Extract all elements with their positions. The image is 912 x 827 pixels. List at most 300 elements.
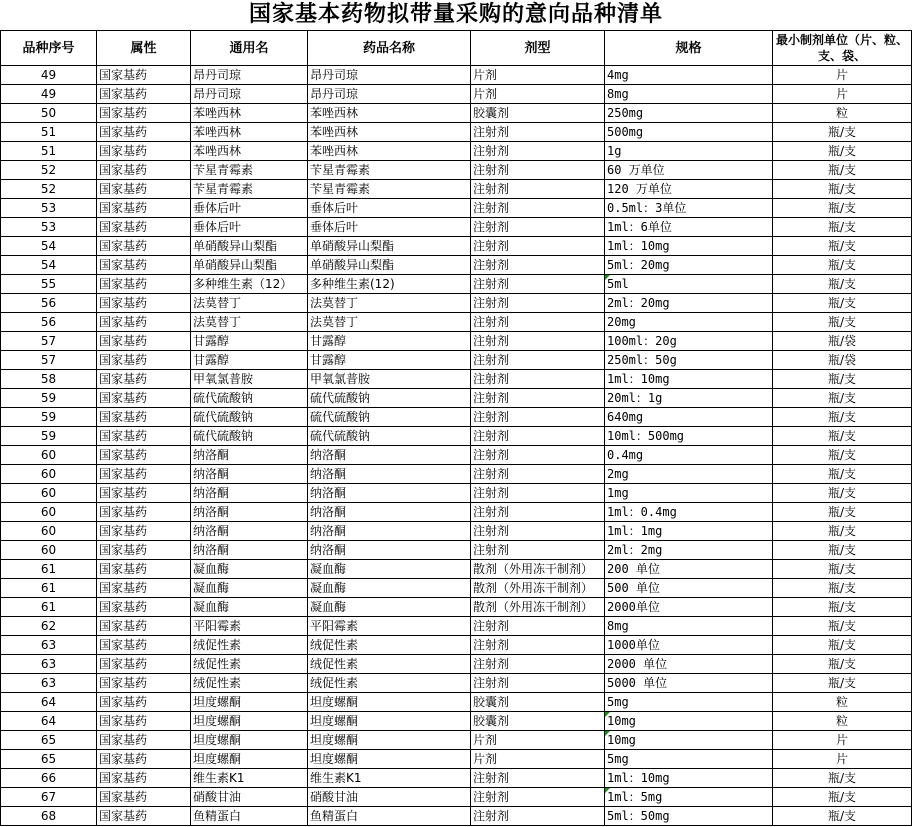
cell-form[interactable]: 胶囊剂 bbox=[471, 693, 605, 712]
cell-spec[interactable]: 5ml：50mg bbox=[605, 807, 773, 826]
cell-drug[interactable]: 多种维生素(12) bbox=[308, 275, 471, 294]
cell-form[interactable]: 注射剂 bbox=[471, 199, 605, 218]
cell-drug[interactable]: 苯唑西林 bbox=[308, 123, 471, 142]
cell-no[interactable]: 60 bbox=[1, 522, 97, 541]
cell-generic[interactable]: 纳洛酮 bbox=[191, 503, 308, 522]
cell-no[interactable]: 50 bbox=[1, 104, 97, 123]
cell-drug[interactable]: 纳洛酮 bbox=[308, 465, 471, 484]
cell-no[interactable]: 63 bbox=[1, 636, 97, 655]
cell-form[interactable]: 注射剂 bbox=[471, 807, 605, 826]
cell-generic[interactable]: 绒促性素 bbox=[191, 636, 308, 655]
cell-drug[interactable]: 甲氧氯普胺 bbox=[308, 370, 471, 389]
cell-form[interactable]: 注射剂 bbox=[471, 617, 605, 636]
cell-no[interactable]: 55 bbox=[1, 275, 97, 294]
cell-spec[interactable]: 1mg bbox=[605, 484, 773, 503]
cell-unit[interactable]: 瓶/支 bbox=[773, 161, 912, 180]
cell-attr[interactable]: 国家基药 bbox=[97, 712, 191, 731]
cell-drug[interactable]: 垂体后叶 bbox=[308, 218, 471, 237]
cell-unit[interactable]: 瓶/支 bbox=[773, 199, 912, 218]
cell-spec[interactable]: 8mg bbox=[605, 617, 773, 636]
cell-generic[interactable]: 纳洛酮 bbox=[191, 522, 308, 541]
cell-no[interactable]: 57 bbox=[1, 351, 97, 370]
cell-generic[interactable]: 绒促性素 bbox=[191, 655, 308, 674]
cell-generic[interactable]: 昂丹司琼 bbox=[191, 85, 308, 104]
cell-unit[interactable]: 瓶/支 bbox=[773, 503, 912, 522]
cell-drug[interactable]: 苯唑西林 bbox=[308, 142, 471, 161]
cell-attr[interactable]: 国家基药 bbox=[97, 541, 191, 560]
cell-spec[interactable]: 120 万单位 bbox=[605, 180, 773, 199]
cell-form[interactable]: 胶囊剂 bbox=[471, 104, 605, 123]
cell-unit[interactable]: 粒 bbox=[773, 693, 912, 712]
cell-generic[interactable]: 法莫替丁 bbox=[191, 313, 308, 332]
cell-unit[interactable]: 片 bbox=[773, 85, 912, 104]
cell-drug[interactable]: 平阳霉素 bbox=[308, 617, 471, 636]
cell-spec[interactable]: 0.5ml：3单位 bbox=[605, 199, 773, 218]
cell-form[interactable]: 注射剂 bbox=[471, 180, 605, 199]
cell-drug[interactable]: 坦度螺酮 bbox=[308, 750, 471, 769]
cell-spec[interactable]: 1ml：5mg bbox=[605, 788, 773, 807]
cell-unit[interactable]: 瓶/支 bbox=[773, 484, 912, 503]
cell-no[interactable]: 61 bbox=[1, 579, 97, 598]
cell-spec[interactable]: 10mg bbox=[605, 712, 773, 731]
cell-generic[interactable]: 多种维生素（12） bbox=[191, 275, 308, 294]
cell-spec[interactable]: 5ml bbox=[605, 275, 773, 294]
cell-generic[interactable]: 单硝酸异山梨酯 bbox=[191, 256, 308, 275]
cell-spec[interactable]: 100ml：20g bbox=[605, 332, 773, 351]
cell-no[interactable]: 59 bbox=[1, 389, 97, 408]
cell-attr[interactable]: 国家基药 bbox=[97, 636, 191, 655]
cell-drug[interactable]: 甘露醇 bbox=[308, 351, 471, 370]
cell-unit[interactable]: 瓶/支 bbox=[773, 313, 912, 332]
cell-generic[interactable]: 凝血酶 bbox=[191, 560, 308, 579]
cell-no[interactable]: 52 bbox=[1, 180, 97, 199]
cell-unit[interactable]: 片 bbox=[773, 66, 912, 85]
cell-attr[interactable]: 国家基药 bbox=[97, 807, 191, 826]
table-row bbox=[1, 389, 912, 408]
cell-no[interactable]: 56 bbox=[1, 313, 97, 332]
cell-spec[interactable]: 4mg bbox=[605, 66, 773, 85]
cell-unit[interactable]: 瓶/袋 bbox=[773, 332, 912, 351]
cell-spec[interactable]: 0.4mg bbox=[605, 446, 773, 465]
cell-drug[interactable]: 绒促性素 bbox=[308, 655, 471, 674]
cell-no[interactable]: 53 bbox=[1, 218, 97, 237]
cell-form[interactable]: 注射剂 bbox=[471, 237, 605, 256]
cell-attr[interactable]: 国家基药 bbox=[97, 104, 191, 123]
cell-spec[interactable]: 250ml：50g bbox=[605, 351, 773, 370]
cell-unit[interactable]: 瓶/支 bbox=[773, 541, 912, 560]
cell-spec[interactable]: 1g bbox=[605, 142, 773, 161]
cell-unit[interactable]: 瓶/支 bbox=[773, 636, 912, 655]
cell-drug[interactable]: 绒促性素 bbox=[308, 636, 471, 655]
cell-generic[interactable]: 法莫替丁 bbox=[191, 294, 308, 313]
cell-generic[interactable]: 坦度螺酮 bbox=[191, 750, 308, 769]
cell-attr[interactable]: 国家基药 bbox=[97, 218, 191, 237]
header-cell-form[interactable]: 剂型 bbox=[471, 31, 605, 66]
cell-drug[interactable]: 昂丹司琼 bbox=[308, 85, 471, 104]
cell-unit[interactable]: 瓶/支 bbox=[773, 655, 912, 674]
header-cell-attr[interactable]: 属性 bbox=[97, 31, 191, 66]
cell-no[interactable]: 62 bbox=[1, 617, 97, 636]
cell-no[interactable]: 52 bbox=[1, 161, 97, 180]
cell-form[interactable]: 注射剂 bbox=[471, 522, 605, 541]
cell-attr[interactable]: 国家基药 bbox=[97, 389, 191, 408]
cell-spec[interactable]: 1ml：6单位 bbox=[605, 218, 773, 237]
cell-spec[interactable]: 2mg bbox=[605, 465, 773, 484]
cell-generic[interactable]: 平阳霉素 bbox=[191, 617, 308, 636]
cell-attr[interactable]: 国家基药 bbox=[97, 161, 191, 180]
cell-form[interactable]: 注射剂 bbox=[471, 503, 605, 522]
cell-form[interactable]: 片剂 bbox=[471, 750, 605, 769]
cell-spec[interactable]: 20ml：1g bbox=[605, 389, 773, 408]
cell-no[interactable]: 65 bbox=[1, 750, 97, 769]
cell-spec[interactable]: 10ml：500mg bbox=[605, 427, 773, 446]
cell-form[interactable]: 注射剂 bbox=[471, 161, 605, 180]
cell-no[interactable]: 54 bbox=[1, 237, 97, 256]
cell-generic[interactable]: 纳洛酮 bbox=[191, 484, 308, 503]
cell-generic[interactable]: 纳洛酮 bbox=[191, 446, 308, 465]
cell-spec[interactable]: 1ml：0.4mg bbox=[605, 503, 773, 522]
cell-spec[interactable]: 2ml：20mg bbox=[605, 294, 773, 313]
cell-generic[interactable]: 鱼精蛋白 bbox=[191, 807, 308, 826]
cell-unit[interactable]: 瓶/支 bbox=[773, 427, 912, 446]
cell-no[interactable]: 58 bbox=[1, 370, 97, 389]
cell-spec[interactable]: 5000 单位 bbox=[605, 674, 773, 693]
cell-unit[interactable]: 瓶/支 bbox=[773, 294, 912, 313]
cell-form[interactable]: 注射剂 bbox=[471, 294, 605, 313]
cell-generic[interactable]: 坦度螺酮 bbox=[191, 731, 308, 750]
cell-spec[interactable]: 10mg bbox=[605, 731, 773, 750]
cell-no[interactable]: 63 bbox=[1, 674, 97, 693]
cell-generic[interactable]: 苄星青霉素 bbox=[191, 180, 308, 199]
cell-unit[interactable]: 瓶/支 bbox=[773, 579, 912, 598]
cell-attr[interactable]: 国家基药 bbox=[97, 256, 191, 275]
cell-attr[interactable]: 国家基药 bbox=[97, 427, 191, 446]
cell-spec[interactable]: 250mg bbox=[605, 104, 773, 123]
cell-unit[interactable]: 片 bbox=[773, 750, 912, 769]
cell-generic[interactable]: 昂丹司琼 bbox=[191, 66, 308, 85]
cell-generic[interactable]: 凝血酶 bbox=[191, 598, 308, 617]
cell-drug[interactable]: 纳洛酮 bbox=[308, 503, 471, 522]
cell-drug[interactable]: 绒促性素 bbox=[308, 674, 471, 693]
cell-generic[interactable]: 垂体后叶 bbox=[191, 199, 308, 218]
cell-form[interactable]: 注射剂 bbox=[471, 769, 605, 788]
cell-drug[interactable]: 法莫替丁 bbox=[308, 294, 471, 313]
cell-generic[interactable]: 硝酸甘油 bbox=[191, 788, 308, 807]
cell-no[interactable]: 60 bbox=[1, 484, 97, 503]
cell-attr[interactable]: 国家基药 bbox=[97, 313, 191, 332]
cell-drug[interactable]: 单硝酸异山梨酯 bbox=[308, 256, 471, 275]
cell-drug[interactable]: 苯唑西林 bbox=[308, 104, 471, 123]
cell-attr[interactable]: 国家基药 bbox=[97, 408, 191, 427]
table-row bbox=[1, 85, 912, 104]
cell-drug[interactable]: 硫代硫酸钠 bbox=[308, 427, 471, 446]
cell-no[interactable]: 66 bbox=[1, 769, 97, 788]
cell-attr[interactable]: 国家基药 bbox=[97, 598, 191, 617]
cell-spec[interactable]: 5mg bbox=[605, 693, 773, 712]
cell-no[interactable]: 60 bbox=[1, 465, 97, 484]
cell-form[interactable]: 注射剂 bbox=[471, 674, 605, 693]
cell-drug[interactable]: 纳洛酮 bbox=[308, 484, 471, 503]
cell-attr[interactable]: 国家基药 bbox=[97, 788, 191, 807]
cell-attr[interactable]: 国家基药 bbox=[97, 522, 191, 541]
cell-form[interactable]: 胶囊剂 bbox=[471, 712, 605, 731]
cell-drug[interactable]: 鱼精蛋白 bbox=[308, 807, 471, 826]
cell-spec[interactable]: 20mg bbox=[605, 313, 773, 332]
cell-drug[interactable]: 垂体后叶 bbox=[308, 199, 471, 218]
table-row bbox=[1, 465, 912, 484]
cell-form[interactable]: 散剂（外用冻干制剂） bbox=[471, 579, 605, 598]
table-row bbox=[1, 446, 912, 465]
cell-unit[interactable]: 瓶/支 bbox=[773, 522, 912, 541]
cell-attr[interactable]: 国家基药 bbox=[97, 237, 191, 256]
cell-drug[interactable]: 硫代硫酸钠 bbox=[308, 408, 471, 427]
cell-generic[interactable]: 纳洛酮 bbox=[191, 541, 308, 560]
cell-unit[interactable]: 瓶/支 bbox=[773, 446, 912, 465]
cell-spec[interactable]: 2000 单位 bbox=[605, 655, 773, 674]
cell-unit[interactable]: 瓶/支 bbox=[773, 218, 912, 237]
cell-unit[interactable]: 粒 bbox=[773, 104, 912, 123]
cell-no[interactable]: 54 bbox=[1, 256, 97, 275]
cell-spec[interactable]: 1ml：1mg bbox=[605, 522, 773, 541]
cell-unit[interactable]: 瓶/支 bbox=[773, 256, 912, 275]
cell-drug[interactable]: 甘露醇 bbox=[308, 332, 471, 351]
cell-generic[interactable]: 维生素K1 bbox=[191, 769, 308, 788]
cell-form[interactable]: 注射剂 bbox=[471, 142, 605, 161]
cell-drug[interactable]: 纳洛酮 bbox=[308, 541, 471, 560]
cell-attr[interactable]: 国家基药 bbox=[97, 142, 191, 161]
cell-spec[interactable]: 200 单位 bbox=[605, 560, 773, 579]
cell-form[interactable]: 注射剂 bbox=[471, 256, 605, 275]
cell-attr[interactable]: 国家基药 bbox=[97, 446, 191, 465]
cell-generic[interactable]: 苄星青霉素 bbox=[191, 161, 308, 180]
cell-attr[interactable]: 国家基药 bbox=[97, 655, 191, 674]
cell-spec[interactable]: 2000单位 bbox=[605, 598, 773, 617]
cell-form[interactable]: 片剂 bbox=[471, 731, 605, 750]
cell-generic[interactable]: 苯唑西林 bbox=[191, 123, 308, 142]
cell-generic[interactable]: 甘露醇 bbox=[191, 332, 308, 351]
cell-form[interactable]: 注射剂 bbox=[471, 123, 605, 142]
cell-spec[interactable]: 1000单位 bbox=[605, 636, 773, 655]
cell-no[interactable]: 64 bbox=[1, 693, 97, 712]
cell-form[interactable]: 注射剂 bbox=[471, 655, 605, 674]
cell-drug[interactable]: 单硝酸异山梨酯 bbox=[308, 237, 471, 256]
table-row bbox=[1, 788, 912, 807]
cell-attr[interactable]: 国家基药 bbox=[97, 180, 191, 199]
cell-unit[interactable]: 瓶/支 bbox=[773, 180, 912, 199]
cell-drug[interactable]: 苄星青霉素 bbox=[308, 180, 471, 199]
cell-drug[interactable]: 硫代硫酸钠 bbox=[308, 389, 471, 408]
header-cell-drug[interactable]: 药品名称 bbox=[308, 31, 471, 66]
cell-unit[interactable]: 粒 bbox=[773, 712, 912, 731]
cell-attr[interactable]: 国家基药 bbox=[97, 503, 191, 522]
cell-no[interactable]: 63 bbox=[1, 655, 97, 674]
table-row bbox=[1, 522, 912, 541]
header-cell-unit[interactable]: 最小制剂单位（片、粒、支、袋、 bbox=[773, 31, 912, 66]
cell-unit[interactable]: 瓶/支 bbox=[773, 370, 912, 389]
cell-form[interactable]: 注射剂 bbox=[471, 541, 605, 560]
cell-no[interactable]: 60 bbox=[1, 446, 97, 465]
cell-no[interactable]: 67 bbox=[1, 788, 97, 807]
cell-generic[interactable]: 垂体后叶 bbox=[191, 218, 308, 237]
cell-drug[interactable]: 纳洛酮 bbox=[308, 446, 471, 465]
cell-drug[interactable]: 坦度螺酮 bbox=[308, 731, 471, 750]
cell-no[interactable]: 57 bbox=[1, 332, 97, 351]
cell-no[interactable]: 51 bbox=[1, 142, 97, 161]
cell-form[interactable]: 注射剂 bbox=[471, 218, 605, 237]
cell-unit[interactable]: 瓶/支 bbox=[773, 389, 912, 408]
cell-spec[interactable]: 500 单位 bbox=[605, 579, 773, 598]
cell-attr[interactable]: 国家基药 bbox=[97, 769, 191, 788]
cell-drug[interactable]: 硝酸甘油 bbox=[308, 788, 471, 807]
cell-attr[interactable]: 国家基药 bbox=[97, 275, 191, 294]
cell-unit[interactable]: 瓶/支 bbox=[773, 674, 912, 693]
cell-form[interactable]: 注射剂 bbox=[471, 313, 605, 332]
cell-attr[interactable]: 国家基药 bbox=[97, 123, 191, 142]
cell-attr[interactable]: 国家基药 bbox=[97, 332, 191, 351]
cell-unit[interactable]: 瓶/支 bbox=[773, 788, 912, 807]
header-cell-spec[interactable]: 规格 bbox=[605, 31, 773, 66]
cell-drug[interactable]: 纳洛酮 bbox=[308, 522, 471, 541]
cell-unit[interactable]: 瓶/支 bbox=[773, 237, 912, 256]
cell-unit[interactable]: 瓶/支 bbox=[773, 807, 912, 826]
cell-unit[interactable]: 瓶/支 bbox=[773, 598, 912, 617]
cell-no[interactable]: 61 bbox=[1, 598, 97, 617]
cell-generic[interactable]: 苯唑西林 bbox=[191, 104, 308, 123]
cell-generic[interactable]: 硫代硫酸钠 bbox=[191, 427, 308, 446]
cell-unit[interactable]: 瓶/袋 bbox=[773, 351, 912, 370]
cell-form[interactable]: 散剂（外用冻干制剂） bbox=[471, 598, 605, 617]
cell-attr[interactable]: 国家基药 bbox=[97, 484, 191, 503]
cell-drug[interactable]: 凝血酶 bbox=[308, 598, 471, 617]
table-row bbox=[1, 598, 912, 617]
cell-unit[interactable]: 瓶/支 bbox=[773, 123, 912, 142]
cell-spec[interactable]: 640mg bbox=[605, 408, 773, 427]
cell-attr[interactable]: 国家基药 bbox=[97, 693, 191, 712]
table-row bbox=[1, 484, 912, 503]
cell-spec[interactable]: 1ml：10mg bbox=[605, 769, 773, 788]
cell-generic[interactable]: 绒促性素 bbox=[191, 674, 308, 693]
cell-spec[interactable]: 1ml：10mg bbox=[605, 237, 773, 256]
cell-no[interactable]: 61 bbox=[1, 560, 97, 579]
cell-unit[interactable]: 瓶/支 bbox=[773, 275, 912, 294]
cell-form[interactable]: 注射剂 bbox=[471, 389, 605, 408]
cell-form[interactable]: 注射剂 bbox=[471, 275, 605, 294]
cell-form[interactable]: 注射剂 bbox=[471, 636, 605, 655]
cell-form[interactable]: 注射剂 bbox=[471, 427, 605, 446]
cell-no[interactable]: 51 bbox=[1, 123, 97, 142]
cell-drug[interactable]: 坦度螺酮 bbox=[308, 712, 471, 731]
cell-unit[interactable]: 瓶/支 bbox=[773, 408, 912, 427]
cell-drug[interactable]: 法莫替丁 bbox=[308, 313, 471, 332]
cell-form[interactable]: 注射剂 bbox=[471, 370, 605, 389]
cell-attr[interactable]: 国家基药 bbox=[97, 674, 191, 693]
cell-generic[interactable]: 硫代硫酸钠 bbox=[191, 389, 308, 408]
cell-spec[interactable]: 5ml：20mg bbox=[605, 256, 773, 275]
table-row bbox=[1, 351, 912, 370]
table-row bbox=[1, 712, 912, 731]
cell-generic[interactable]: 甘露醇 bbox=[191, 351, 308, 370]
cell-drug[interactable]: 维生素K1 bbox=[308, 769, 471, 788]
cell-attr[interactable]: 国家基药 bbox=[97, 199, 191, 218]
cell-unit[interactable]: 瓶/支 bbox=[773, 617, 912, 636]
cell-unit[interactable]: 瓶/支 bbox=[773, 142, 912, 161]
cell-form[interactable]: 注射剂 bbox=[471, 408, 605, 427]
cell-attr[interactable]: 国家基药 bbox=[97, 85, 191, 104]
cell-no[interactable]: 64 bbox=[1, 712, 97, 731]
cell-form[interactable]: 片剂 bbox=[471, 85, 605, 104]
cell-spec[interactable]: 500mg bbox=[605, 123, 773, 142]
cell-spec[interactable]: 60 万单位 bbox=[605, 161, 773, 180]
cell-no[interactable]: 49 bbox=[1, 85, 97, 104]
cell-form[interactable]: 注射剂 bbox=[471, 788, 605, 807]
table-row bbox=[1, 579, 912, 598]
cell-spec[interactable]: 5mg bbox=[605, 750, 773, 769]
cell-unit[interactable]: 瓶/支 bbox=[773, 769, 912, 788]
cell-generic[interactable]: 单硝酸异山梨酯 bbox=[191, 237, 308, 256]
cell-drug[interactable]: 昂丹司琼 bbox=[308, 66, 471, 85]
cell-attr[interactable]: 国家基药 bbox=[97, 370, 191, 389]
cell-attr[interactable]: 国家基药 bbox=[97, 465, 191, 484]
cell-unit[interactable]: 瓶/支 bbox=[773, 560, 912, 579]
cell-form[interactable]: 注射剂 bbox=[471, 465, 605, 484]
header-cell-no[interactable]: 品种序号 bbox=[1, 31, 97, 66]
cell-drug[interactable]: 凝血酶 bbox=[308, 560, 471, 579]
cell-attr[interactable]: 国家基药 bbox=[97, 294, 191, 313]
cell-spec[interactable]: 2ml：2mg bbox=[605, 541, 773, 560]
cell-generic[interactable]: 凝血酶 bbox=[191, 579, 308, 598]
cell-form[interactable]: 片剂 bbox=[471, 66, 605, 85]
cell-generic[interactable]: 硫代硫酸钠 bbox=[191, 408, 308, 427]
cell-drug[interactable]: 苄星青霉素 bbox=[308, 161, 471, 180]
cell-attr[interactable]: 国家基药 bbox=[97, 66, 191, 85]
cell-no[interactable]: 60 bbox=[1, 541, 97, 560]
cell-form[interactable]: 注射剂 bbox=[471, 332, 605, 351]
cell-generic[interactable]: 坦度螺酮 bbox=[191, 693, 308, 712]
cell-form[interactable]: 散剂（外用冻干制剂） bbox=[471, 560, 605, 579]
cell-form[interactable]: 注射剂 bbox=[471, 446, 605, 465]
cell-no[interactable]: 49 bbox=[1, 66, 97, 85]
cell-attr[interactable]: 国家基药 bbox=[97, 617, 191, 636]
header-cell-generic[interactable]: 通用名 bbox=[191, 31, 308, 66]
cell-attr[interactable]: 国家基药 bbox=[97, 731, 191, 750]
cell-no[interactable]: 65 bbox=[1, 731, 97, 750]
cell-drug[interactable]: 坦度螺酮 bbox=[308, 693, 471, 712]
cell-unit[interactable]: 片 bbox=[773, 731, 912, 750]
cell-unit[interactable]: 瓶/支 bbox=[773, 465, 912, 484]
cell-no[interactable]: 53 bbox=[1, 199, 97, 218]
cell-no[interactable]: 68 bbox=[1, 807, 97, 826]
cell-attr[interactable]: 国家基药 bbox=[97, 750, 191, 769]
cell-spec[interactable]: 1ml：10mg bbox=[605, 370, 773, 389]
cell-no[interactable]: 56 bbox=[1, 294, 97, 313]
cell-form[interactable]: 注射剂 bbox=[471, 351, 605, 370]
cell-attr[interactable]: 国家基药 bbox=[97, 579, 191, 598]
cell-no[interactable]: 59 bbox=[1, 427, 97, 446]
cell-generic[interactable]: 甲氧氯普胺 bbox=[191, 370, 308, 389]
cell-generic[interactable]: 苯唑西林 bbox=[191, 142, 308, 161]
cell-attr[interactable]: 国家基药 bbox=[97, 351, 191, 370]
table-row bbox=[1, 275, 912, 294]
cell-form[interactable]: 注射剂 bbox=[471, 484, 605, 503]
cell-attr[interactable]: 国家基药 bbox=[97, 560, 191, 579]
table-row bbox=[1, 408, 912, 427]
cell-generic[interactable]: 纳洛酮 bbox=[191, 465, 308, 484]
cell-spec[interactable]: 8mg bbox=[605, 85, 773, 104]
cell-no[interactable]: 60 bbox=[1, 503, 97, 522]
cell-no[interactable]: 59 bbox=[1, 408, 97, 427]
cell-generic[interactable]: 坦度螺酮 bbox=[191, 712, 308, 731]
cell-drug[interactable]: 凝血酶 bbox=[308, 579, 471, 598]
